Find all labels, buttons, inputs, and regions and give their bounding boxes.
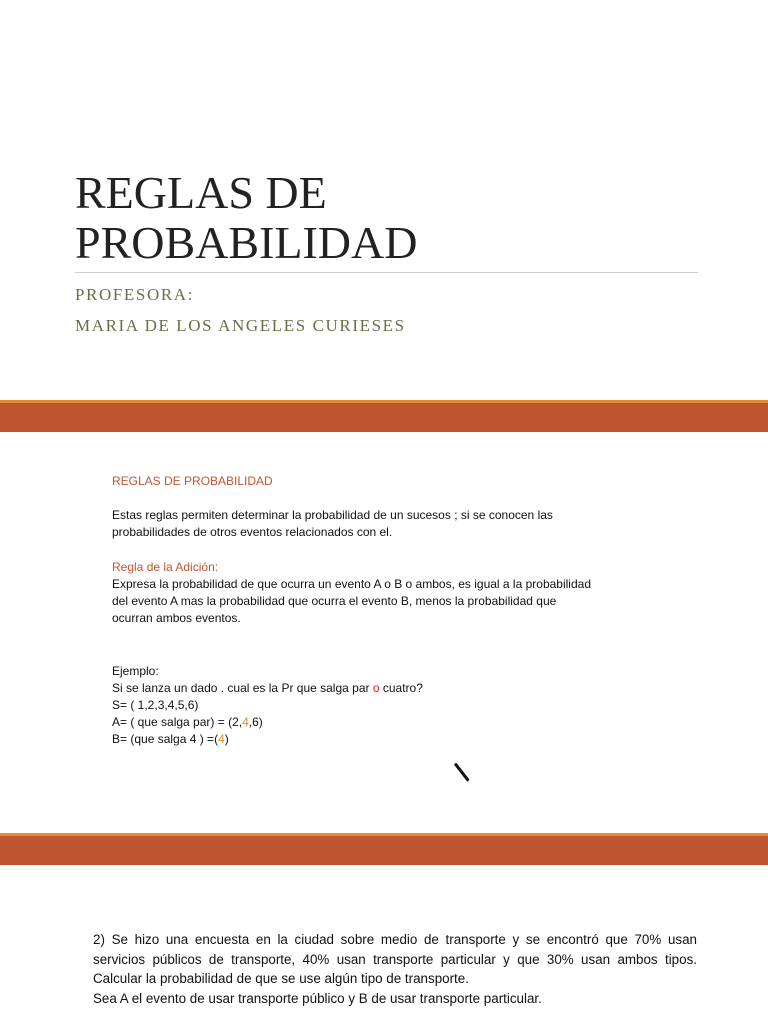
intro-paragraph: [112, 507, 553, 541]
addition-rule-slide: [0, 432, 768, 833]
example-question: [112, 680, 423, 697]
subtitle-professor-name: MARIA DE LOS ANGELES CURIESES: [75, 316, 406, 335]
slide-separator-band: [0, 833, 768, 865]
title-slide: [0, 0, 768, 400]
event-b: [112, 731, 423, 748]
slide-separator-band: [0, 400, 768, 432]
question-or-highlight: o: [372, 681, 380, 695]
example-block: [112, 663, 423, 748]
event-b-text-end: ): [224, 732, 229, 746]
exercise-definition: Sea A el evento de usar transporte público y B de usar transporte particular.: [93, 990, 542, 1006]
event-b-highlight: 4: [218, 732, 225, 746]
event-b-text: B= (que salga 4 ) =(: [112, 732, 219, 746]
rule-line: Expresa la probabilidad de que ocurra un evento A o B o ambos, es igual a la probabilidad: [112, 577, 591, 591]
event-a: [112, 714, 423, 731]
event-a-text-end: ,6): [248, 715, 263, 729]
question-text-end: cuatro?: [379, 681, 423, 695]
rule-title: Regla de la Adición:: [112, 560, 219, 574]
question-text: Si se lanza un dado . cual es la Pr que salga par: [112, 681, 373, 695]
title-line-1: REGLAS DE: [75, 167, 327, 218]
intro-line: Estas reglas permiten determinar la probabilidad de un sucesos ; si se conocen las: [112, 508, 553, 522]
pen-cursor-icon: [454, 763, 470, 782]
rule-block: [112, 559, 591, 627]
rule-line: ocurran ambos eventos.: [112, 611, 241, 625]
subtitle-professor-label: PROFESORA:: [75, 285, 194, 304]
event-a-text: A= ( que salga par) = (2,: [112, 715, 243, 729]
slide2-heading: [112, 473, 273, 490]
title-line-2: PROBABILIDAD: [75, 217, 418, 268]
exercise-text: [93, 930, 697, 1008]
exercise-slide: [0, 865, 768, 1024]
sample-space: S= ( 1,2,3,4,5,6): [112, 698, 199, 712]
section-heading: REGLAS DE PROBABILIDAD: [112, 474, 273, 488]
exercise-paragraph: 2) Se hizo una encuesta en la ciudad sobre medio de transporte y se encontró que 70% usan servicios públicos de transporte, 40% usan transporte particular y que 30% usan ambos tipos. Calcular la probabilidad de que se use algún tipo de transporte.: [93, 932, 697, 986]
rule-line: del evento A mas la probabilidad que ocurra el evento B, menos la probabilidad que: [112, 594, 557, 608]
title-divider: [75, 272, 698, 273]
example-label: Ejemplo:: [112, 664, 159, 678]
slide-title: [75, 168, 417, 268]
event-a-highlight: 4: [242, 715, 249, 729]
intro-line: probabilidades de otros eventos relacionados con el.: [112, 525, 393, 539]
